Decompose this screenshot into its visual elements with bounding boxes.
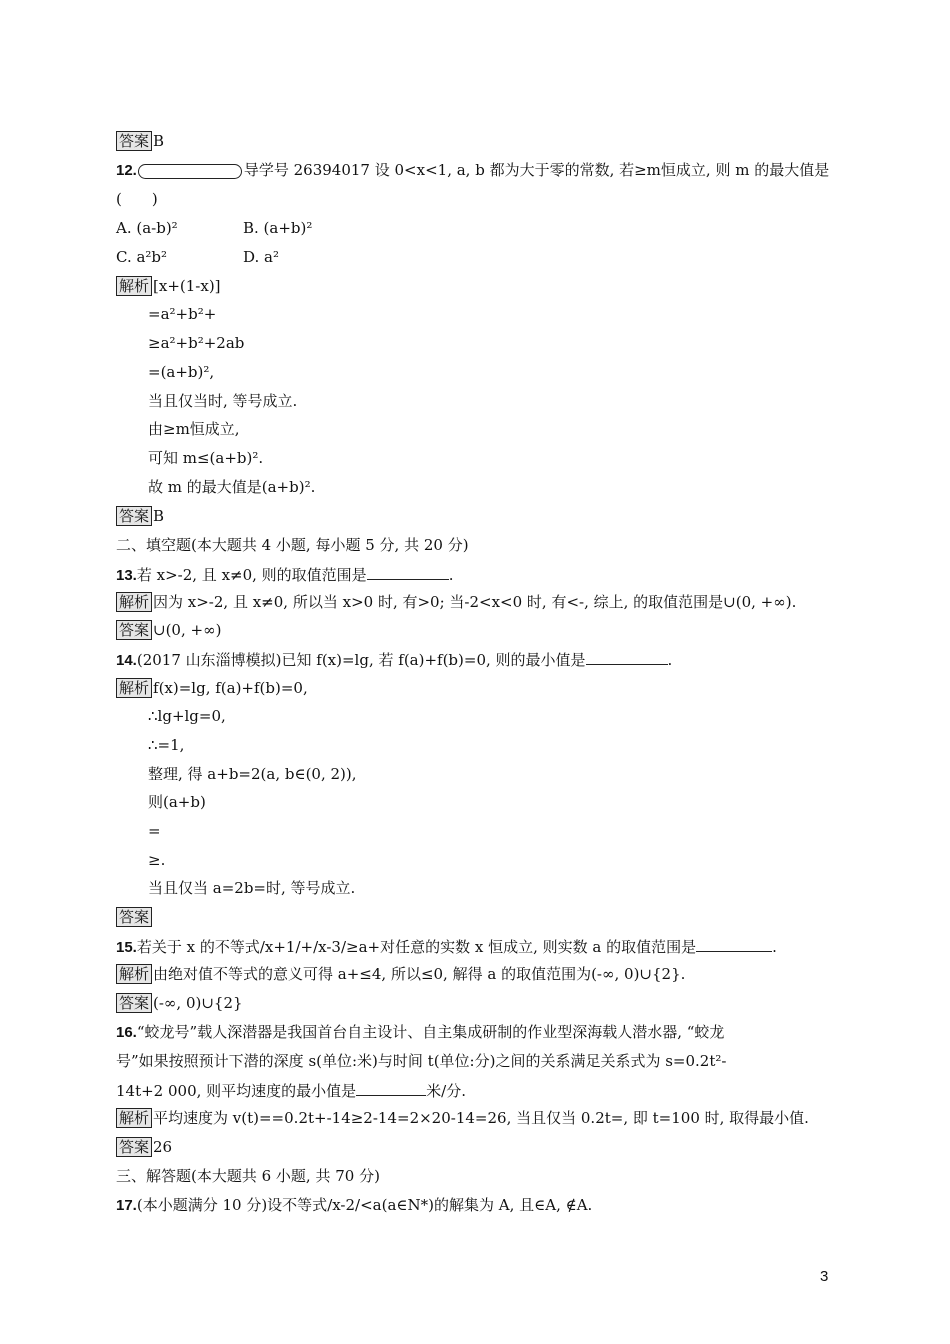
q13-analysis-line (116, 592, 796, 612)
q14-end: . (667, 651, 673, 669)
answer-label: 答案 (116, 131, 152, 151)
q15-end: . (772, 938, 777, 956)
q12-option-d: D. a² (243, 248, 279, 266)
q13-stem (116, 564, 453, 586)
q15-stem (116, 936, 777, 958)
q15-answer-line (116, 993, 243, 1013)
question-number: 16. (116, 1024, 137, 1041)
q15-analysis: 由绝对值不等式的意义可得 a+≤4, 所以≤0, 解得 a 的取值范围为(-∞, 0)∪{2}. (153, 965, 686, 983)
question-number: 15. (116, 939, 137, 956)
analysis-label: 解析 (116, 1108, 152, 1128)
q11-answer: B (153, 132, 165, 150)
q16-analysis-line (116, 1108, 809, 1128)
q14-stem (116, 649, 672, 671)
q16-stem-line3 (116, 1080, 466, 1101)
analysis-label: 解析 (116, 592, 152, 612)
q16-answer: 26 (153, 1138, 173, 1156)
q15-answer: (-∞, 0)∪{2} (153, 994, 243, 1012)
q12-step: 由≥m恒成立, (148, 420, 240, 438)
q15-text: 若关于 x 的不等式/x+1/+/x-3/≥a+对任意的实数 x 恒成立, 则实数 a 的取值范围是 (136, 938, 697, 956)
q13-answer-line (116, 620, 221, 640)
q12-step: =(a+b)², (148, 363, 215, 381)
q13-answer: ∪(0, +∞) (153, 621, 222, 639)
analysis-label: 解析 (116, 678, 152, 698)
q14-step: = (148, 822, 161, 840)
answer-label: 答案 (116, 907, 152, 927)
q16-answer-line (116, 1137, 172, 1157)
q13-analysis: 因为 x>-2, 且 x≠0, 所以当 x>0 时, 有>0; 当-2<x<0 时, 有<-, 综上, 的取值范围是∪(0, +∞). (153, 593, 797, 611)
q12-option-a: A. (a-b)² (116, 219, 178, 237)
answer-blank (367, 564, 449, 580)
answer-label: 答案 (116, 620, 152, 640)
q16-text: “蛟龙号”载人深潜器是我国首台自主设计、自主集成研制的作业型深海载人潜水器, “蛟龙 (136, 1023, 725, 1041)
q12-answer: B (153, 507, 165, 525)
q12-analysis-line (116, 276, 221, 296)
answer-label: 答案 (116, 993, 152, 1013)
page-number: 3 (820, 1268, 829, 1285)
q12-step: 当且仅当时, 等号成立. (148, 392, 298, 410)
analysis-label: 解析 (116, 964, 152, 984)
q12-stem (116, 160, 829, 181)
q16-text: 14t+2 000, 则平均速度的最小值是 (116, 1082, 357, 1100)
q12-step: ≥a²+b²+2ab (148, 334, 245, 352)
q12-option-c: C. a²b² (116, 248, 168, 266)
answer-blank (356, 1080, 426, 1096)
question-number: 12. (116, 162, 137, 179)
q16-analysis: 平均速度为 v(t)==0.2t+-14≥2-14=2×20-14=26, 当且仅当 0.2t=, 即 t=100 时, 取得最小值. (153, 1109, 809, 1127)
q12-text: 导学号 26394017 设 0<x<1, a, b 都为大于零的常数, 若≥m恒成立, 则 m 的最大值是 (243, 161, 830, 179)
q14-text: (2017 山东淄博模拟)已知 f(x)=lg, 若 f(a)+f(b)=0, 则的最小值是 (136, 651, 586, 669)
q11-answer-line (116, 131, 164, 151)
answer-blank (586, 649, 668, 665)
answer-blank (696, 936, 772, 952)
q15-analysis-line (116, 964, 685, 984)
q14-step: ∴lg+lg=0, (148, 707, 226, 725)
q14-analysis-line (116, 678, 308, 698)
section-heading: 三、解答题(本大题共 6 小题, 共 70 分) (116, 1167, 380, 1185)
q16-unit: 米/分. (426, 1082, 466, 1100)
question-number: 17. (116, 1197, 137, 1214)
question-number: 13. (116, 567, 137, 584)
q14-answer-line (116, 907, 153, 927)
answer-label: 答案 (116, 506, 152, 526)
q12-step: 可知 m≤(a+b)². (148, 449, 264, 467)
question-number: 14. (116, 652, 137, 669)
q16-stem-line1 (116, 1022, 724, 1043)
section-heading: 二、填空题(本大题共 4 小题, 每小题 5 分, 共 20 分) (116, 536, 469, 554)
q13-text: 若 x>-2, 且 x≠0, 则的取值范围是 (136, 566, 367, 584)
q14-step: ≥. (148, 851, 166, 869)
q12-step: =a²+b²+ (148, 305, 217, 323)
analysis-label: 解析 (116, 276, 152, 296)
q17-text: (本小题满分 10 分)设不等式/x-2/<a(a∈N*)的解集为 A, 且∈A, ∉A. (136, 1196, 593, 1214)
q13-end: . (448, 566, 454, 584)
q14-step: ∴=1, (148, 736, 185, 754)
q14-step: 当且仅当 a=2b=时, 等号成立. (148, 879, 356, 897)
q16-stem-line2: 号”如果按照预计下潜的深度 s(单位:米)与时间 t(单位:分)之间的关系满足关系式为 s=0.2t²- (116, 1052, 727, 1070)
q12-answer-line (116, 506, 164, 526)
q14-analysis: f(x)=lg, f(a)+f(b)=0, (153, 679, 308, 697)
q12-paren: ( ) (116, 190, 158, 208)
answer-label: 答案 (116, 1137, 152, 1157)
q12-step: 故 m 的最大值是(a+b)². (148, 478, 316, 496)
q17-stem (116, 1195, 592, 1216)
tag-pill-icon (138, 164, 242, 179)
q14-step: 则(a+b) (148, 793, 206, 811)
q12-analysis: [x+(1-x)] (153, 277, 221, 295)
q14-step: 整理, 得 a+b=2(a, b∈(0, 2)), (148, 765, 357, 783)
q12-option-b: B. (a+b)² (243, 219, 313, 237)
